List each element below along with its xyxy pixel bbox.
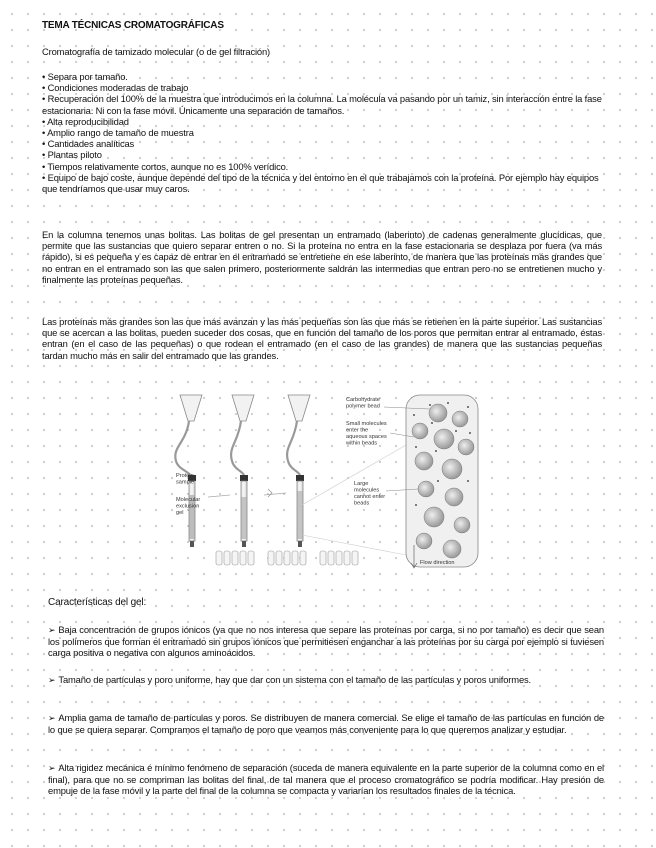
arrow-marker-icon: ➢ bbox=[48, 763, 56, 773]
features-list bbox=[42, 71, 602, 194]
arrow-icon bbox=[208, 495, 230, 497]
list-item: • Separa por tamaño. bbox=[42, 71, 602, 82]
document-title: TEMA TÉCNICAS CROMATOGRÁFICAS bbox=[42, 20, 224, 31]
characteristic-text: Baja concentración de grupos iónicos (ya que no nos interesa que separe las proteínas por carga, si no por tamaño) es decir que sean los polímeros que forman el entramado sin grupos iónicos que permitiesen enganchar a las proteínas por su carga por ejemplo si tuviesen carga positiva o negativa con algunos aminoácidos. bbox=[48, 624, 604, 659]
column-1 bbox=[175, 395, 202, 547]
label-flow-direction: Flow direction bbox=[420, 560, 455, 566]
column-2 bbox=[231, 395, 254, 547]
arrow-icon bbox=[264, 493, 286, 495]
list-item: • Alta reproducibilidad bbox=[42, 116, 602, 127]
label-protein-sample: Protein sample bbox=[176, 473, 195, 486]
arrow-marker-icon: ➢ bbox=[48, 675, 56, 685]
column-explanation-paragraph: En la columna tenemos unas bolitas. Las bolitas de gel presentan un entramado (laberinto) de cadenas generalmente glucídicas, que permite que las sustancias que quiero separar entren o no. Si la proteína no entra en la fase estacionaria se desplaza por fuera (va más rápido), si es pequeña y es capaz de entrar en el entramado se entretiene en ese laberinto, de manera que las proteínas más grandes que no entran en el entramado son las que salen primero, posteriormente saldrán las intermedias que entran pero no se entretienen mucho y finalmente las proteínas pequeñas. bbox=[42, 229, 602, 285]
arrow-marker-icon: ➢ bbox=[48, 625, 56, 635]
list-item: • Recuperación del 100% de la muestra que introducimos en la columna. La molécula va pasando por un tamiz, sin interacción entre la fase estacionaria. Ni con la fase móvil. Únicamente una separación de tamaños. bbox=[42, 93, 602, 115]
label-gel: Molecular exclusion gel bbox=[176, 497, 201, 516]
characteristic-text: Tamaño de partículas y poro uniforme, hay que dar con un sistema con el tamaño de las partículas y poros uniformes. bbox=[58, 674, 531, 685]
list-item: • Equipo de bajo coste, aunque depende del tipo de la técnica y del entorno en el que trabajamos con la proteína. Por ejemplo hay equipos que tendríamos que usar muy caros. bbox=[42, 172, 602, 194]
list-item: • Tiempos relativamente cortos, aunque no es 100% verídico. bbox=[42, 161, 602, 172]
column-3 bbox=[287, 395, 310, 547]
characteristic-item bbox=[48, 624, 604, 659]
characteristic-text: Amplia gama de tamaño de partículas y poros. Se distribuyen de manera comercial. Se elige el tamaño de las partículas en función de lo que se quiera separar. Compramos el tamaño de poro que veamos más conveniente para lo que queremos analizar y estudiar. bbox=[48, 712, 604, 736]
characteristics-title: Características del gel: bbox=[48, 597, 147, 608]
characteristic-text: Alta rigidez mecánica é mínimo fenómeno de separación (suceda de manera equivalente en la parte superior de la columna como en el final), para que no se compriman las bolitas del final, de tal manera que el proceso cromatográfico se podría modificar. Hay presión de empuje de la fase móvil y la parte del final de la columna se compacta y variarían los resultados finales de la técnica. bbox=[48, 762, 604, 797]
characteristic-item bbox=[48, 762, 604, 797]
gel-filtration-figure bbox=[168, 385, 506, 577]
label-polymer-bead: Carbohydrate polymer bead bbox=[346, 397, 380, 410]
arrow-marker-icon: ➢ bbox=[48, 713, 56, 723]
label-large-molecules: Large molecules cannot enter beads bbox=[354, 481, 386, 507]
characteristic-item bbox=[48, 674, 604, 686]
list-item: • Condiciones moderadas de trabajo bbox=[42, 82, 602, 93]
list-item: • Amplio rango de tamaño de muestra bbox=[42, 127, 602, 138]
magnified-column bbox=[302, 395, 478, 568]
list-item: • Plantas piloto bbox=[42, 149, 602, 160]
separation-paragraph: Las proteínas más grandes son las que más avanzan y las más pequeñas son las que más se retienen en la parte superior. Las sustancias que se acercan a las bolitas, pueden suceder dos cosas, que en función del tamaño de los poros que permitan entrar al entramado, éstas entran (en el caso de las pequeñas) o que rodean el entramado (en el caso de las grandes) de manera que las sustancias pequeñas tardan mucho más en salir del entramado que las grandes. bbox=[42, 316, 602, 361]
list-item: • Cantidades analíticas bbox=[42, 138, 602, 149]
label-small-molecules: Small molecules enter the aqueous spaces within beads bbox=[346, 421, 387, 447]
section-subtitle: Cromatografía de tamizado molecular (o de gel filtración) bbox=[42, 46, 271, 57]
collection-tubes bbox=[216, 551, 358, 565]
characteristic-item bbox=[48, 712, 604, 735]
